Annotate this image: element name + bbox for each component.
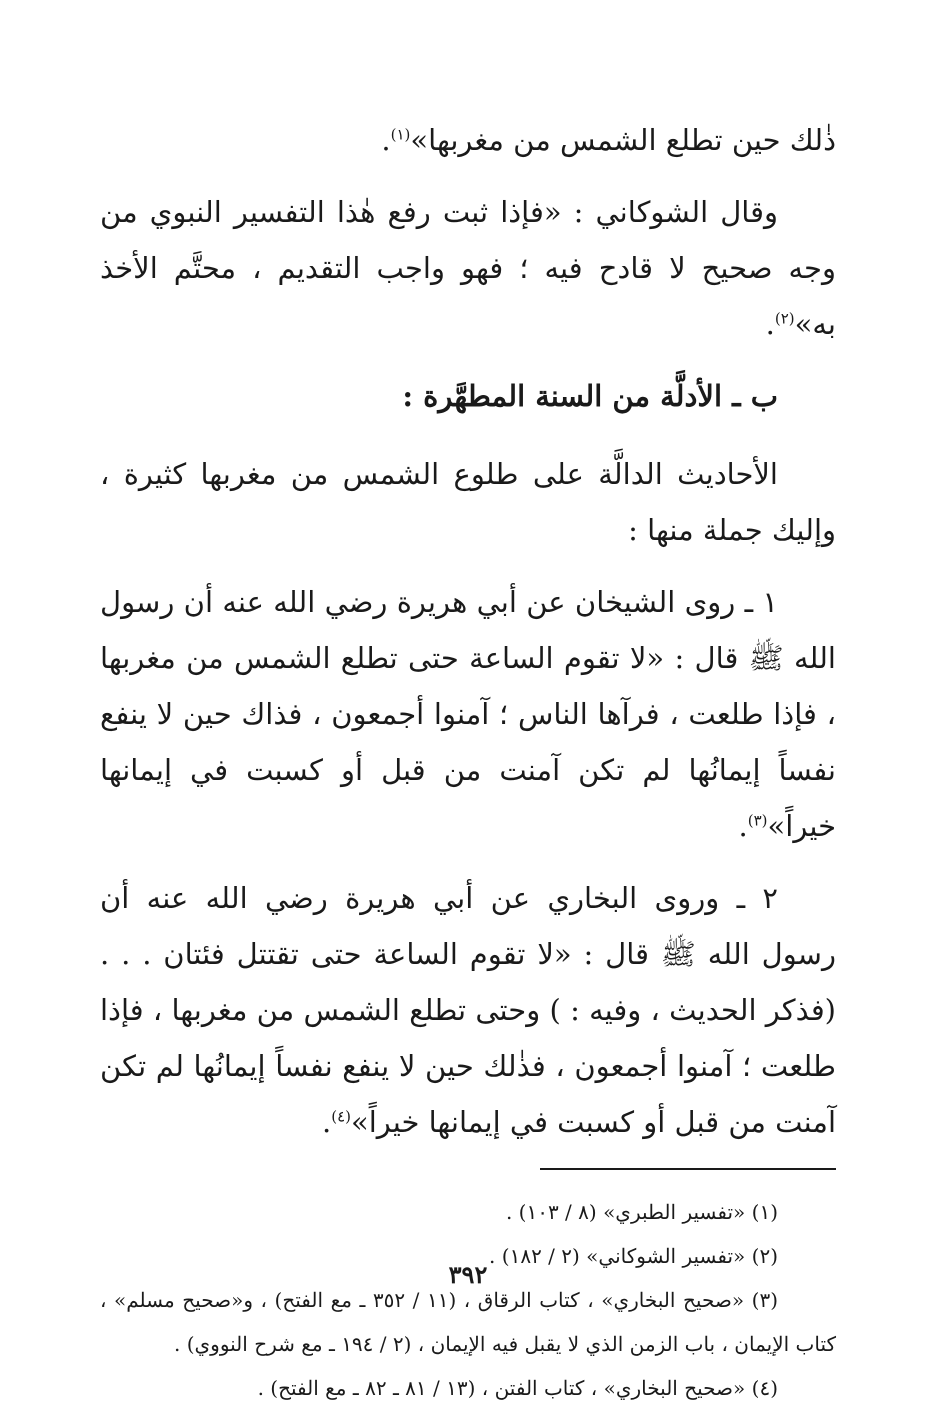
paragraph-5-tail: . (321, 1105, 332, 1139)
paragraph-4-text: ١ ـ روى الشيخان عن أبي هريرة رضي الله عنه أن رسول الله ﷺ قال : «لا تقوم الساعة حتى تطلع الشمس من مغربها ، فإذا طلعت ، فرآها الناس ؛ آمنوا أجمعون ، فذاك حين لا ينفع نفساً إيمانُها لم تكن آمنت من قبل أو كسبت في إيمانها خيراً» (100, 585, 836, 843)
paragraph-5 (100, 870, 836, 1150)
footnote-4: (٤) «صحيح البخاري» ، كتاب الفتن ، (١٣ / ٨١ ـ ٨٢ ـ مع الفتح) . (257, 1376, 778, 1400)
page-number: ٣٩٢ (448, 1260, 488, 1289)
paragraph-1 (100, 112, 836, 168)
main-text (100, 112, 836, 1150)
book-page (100, 112, 836, 1400)
paragraph-2 (100, 184, 836, 352)
paragraph-3-text: الأحاديث الدالَّة على طلوع الشمس من مغربها كثيرة ، وإليك جملة منها : (100, 457, 836, 547)
footnote-2: (٢) «تفسير الشوكاني» (٢ / ١٨٢) . (489, 1244, 778, 1268)
paragraph-4 (100, 574, 836, 854)
paragraph-2-tail: . (765, 307, 775, 341)
footnote-ref-4: (٤) (331, 1107, 351, 1126)
paragraph-4-tail: . (738, 809, 748, 843)
paragraph-1-text: ذٰلك حين تطلع الشمس من مغربها» (410, 123, 836, 157)
footnotes (100, 1190, 836, 1410)
footnote-ref-1: (١) (390, 125, 411, 144)
paragraph-1-tail: . (381, 123, 391, 157)
footnote-ref-2: (٢) (774, 309, 795, 328)
paragraph-5-text: ٢ ـ وروى البخاري عن أبي هريرة رضي الله عنه أن رسول الله ﷺ قال : «لا تقوم الساعة حتى تقتتل فئتان . . . (فذكر الحديث ، وفيه : ) وحتى تطلع الشمس من مغربها ، فإذا طلعت ؛ آمنوا أجمعون ، فذٰلك حين لا ينفع نفساً إيمانُها لم تكن آمنت من قبل أو كسبت في إيمانها خيراً» (100, 881, 836, 1139)
paragraph-3 (100, 446, 836, 558)
footnote-divider (540, 1168, 836, 1170)
paragraph-2-text: وقال الشوكاني : «فإذا ثبت رفع هٰذا التفسير النبوي من وجه صحيح لا قادح فيه ؛ فهو واجب التقديم ، محتَّم الأخذ به» (100, 195, 836, 341)
footnote-1: (١) «تفسير الطبري» (٨ / ١٠٣) . (505, 1200, 778, 1224)
footnote-3: (٣) «صحيح البخاري» ، كتاب الرقاق ، (١١ / ٣٥٢ ـ مع الفتح) ، و«صحيح مسلم» ، كتاب الإيمان ، باب الزمن الذي لا يقبل فيه الإيمان ، (٢ / ١٩٤ ـ مع شرح النووي) . (100, 1288, 836, 1356)
footnote-ref-3: (٣) (747, 811, 768, 830)
section-heading: ب ـ الأدلَّة من السنة المطهَّرة : (402, 379, 778, 413)
